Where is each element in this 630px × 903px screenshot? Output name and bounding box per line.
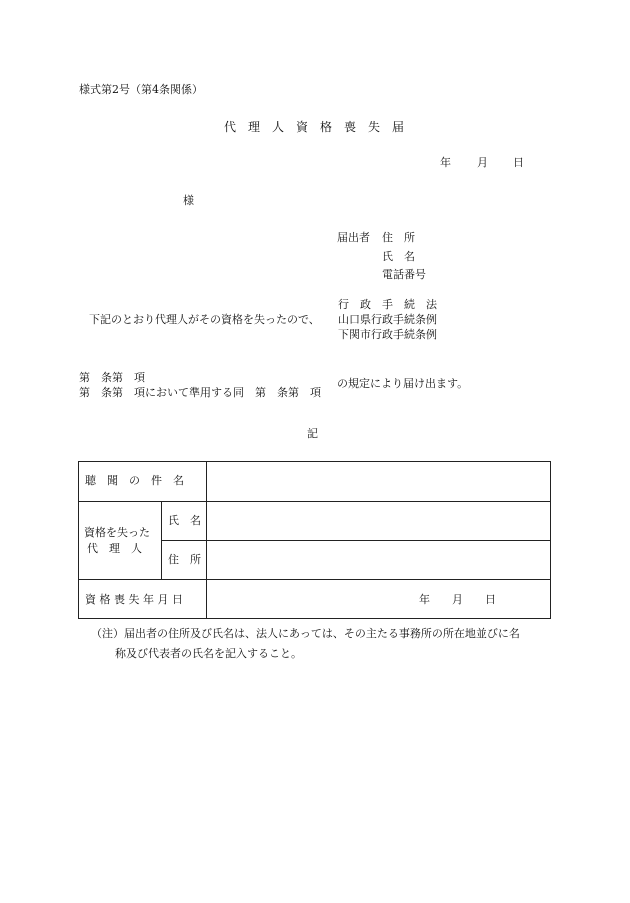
- ki-heading: 記: [307, 427, 318, 440]
- note-label: （注）: [91, 627, 124, 640]
- article-line-2: 第 条第 項において準用する同 第 条第 項: [79, 386, 321, 399]
- hearing-case-label: 聴 聞 の 件 名: [85, 474, 184, 487]
- body-intro: 下記のとおり代理人がその資格を失ったので、: [89, 313, 320, 326]
- lost-date-label: 資 格 喪 失 年 月 日: [85, 593, 183, 606]
- page-title: 代 理 人 資 格 喪 失 届: [224, 120, 405, 134]
- form-number: 様式第2号（第4条関係）: [79, 83, 203, 96]
- agent-address-label: 住 所: [168, 553, 201, 566]
- addressee-suffix: 様: [183, 194, 194, 207]
- date-day: 日: [513, 156, 524, 169]
- note-line-2: 称及び代表者の氏名を記入すること。: [115, 647, 302, 660]
- date-month: 月: [477, 156, 488, 169]
- lost-agent-label-line1: 資格を失った: [84, 526, 150, 539]
- applicant-label: 届出者: [337, 231, 370, 244]
- table-rule: [79, 579, 550, 580]
- table-rule: [161, 501, 162, 579]
- closing-text: の規定により届け出ます。: [337, 377, 469, 390]
- article-line-1: 第 条第 項: [79, 371, 145, 384]
- table-rule: [161, 540, 550, 541]
- law-shimonoseki-ordinance: 下関市行政手続条例: [338, 328, 437, 341]
- applicant-phone-label: 電話番号: [382, 268, 426, 281]
- applicant-name-label: 氏 名: [382, 250, 415, 263]
- applicant-address-label: 住 所: [382, 231, 415, 244]
- lost-agent-label-line2: 代 理 人: [87, 542, 142, 555]
- details-table: [78, 461, 551, 619]
- law-administrative-procedure: 行 政 手 続 法: [338, 298, 437, 311]
- table-rule: [206, 462, 207, 618]
- date-year: 年: [440, 156, 451, 169]
- lost-date-value: 年 月 日: [419, 593, 496, 606]
- law-yamaguchi-ordinance: 山口県行政手続条例: [338, 313, 437, 326]
- table-rule: [79, 501, 550, 502]
- agent-name-label: 氏 名: [168, 514, 201, 527]
- note-line-1: 届出者の住所及び氏名は、法人にあっては、その主たる事務所の所在地並びに名: [124, 627, 520, 640]
